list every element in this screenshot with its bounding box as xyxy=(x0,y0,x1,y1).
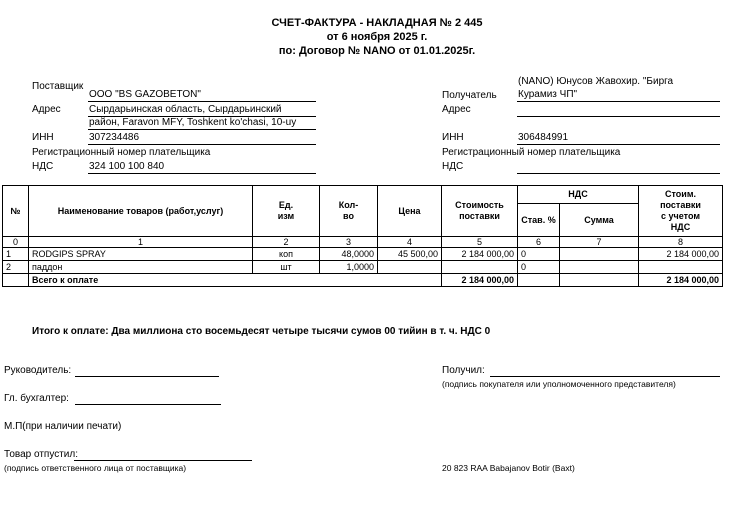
header-unit-line1: Ед. xyxy=(278,200,294,210)
director-label: Руководитель: xyxy=(4,365,72,376)
row-total: 2 184 000,00 xyxy=(639,248,723,261)
header-cost xyxy=(442,186,518,237)
document-date: от 6 ноября 2025 г. xyxy=(326,31,428,43)
header-total-line1: Стоим. xyxy=(665,189,696,199)
row-cost xyxy=(442,261,518,274)
supplier-reg-label: Регистрационный номер плательщика xyxy=(32,147,211,158)
header-vat-rate: Став. % xyxy=(518,204,560,237)
row-vat-sum xyxy=(560,261,639,274)
col-number: 8 xyxy=(639,237,723,248)
header-total-line3: с учетом xyxy=(661,211,700,221)
supplier-address-line1: Сырдарьинская область, Сырдарьинский xyxy=(89,104,282,115)
col-number: 6 xyxy=(518,237,560,248)
received-signature-line xyxy=(490,376,720,377)
col-number: 2 xyxy=(253,237,320,248)
released-label: Товар отпустил: xyxy=(4,449,78,460)
buyer-reg-label: Регистрационный номер плательщика xyxy=(442,147,621,158)
header-vat: НДС xyxy=(518,186,639,204)
col-number: 4 xyxy=(378,237,442,248)
header-total-line4: НДС xyxy=(670,222,691,232)
col-number: 1 xyxy=(29,237,253,248)
supplier-nds: 324 100 100 840 xyxy=(89,161,165,172)
row-total xyxy=(639,261,723,274)
table-row xyxy=(3,248,723,261)
row-unit: коп xyxy=(253,248,320,261)
buyer-inn-underline xyxy=(517,144,720,145)
row-price: 45 500,00 xyxy=(378,248,442,261)
supplier-label: Поставщик xyxy=(32,81,84,92)
header-cost-line1: Стоимость xyxy=(455,200,504,210)
buyer-address-label: Адрес xyxy=(442,104,471,115)
accountant-label: Гл. бухгалтер: xyxy=(4,393,69,404)
buyer-inn: 306484991 xyxy=(518,132,569,143)
supplier-address-label: Адрес xyxy=(32,104,61,115)
row-no: 1 xyxy=(3,248,29,261)
buyer-name-line1: (NANO) Юнусов Жавохир. "Бирга xyxy=(518,76,674,87)
stamp-label: М.П(при наличии печати) xyxy=(4,421,122,432)
total-empty-cell xyxy=(3,274,29,287)
supplier-name: ООО "BS GAZOBETON" xyxy=(89,89,201,100)
contract-line: по: Договор № NANO от 01.01.2025г. xyxy=(278,45,476,57)
col-number: 0 xyxy=(3,237,29,248)
buyer-name-line2: Курамиз ЧП" xyxy=(518,89,578,100)
buyer-address-underline xyxy=(517,116,720,117)
total-rate-cell xyxy=(518,274,560,287)
released-signature-line xyxy=(74,460,252,461)
accountant-signature-line xyxy=(75,404,221,405)
buyer-name-underline xyxy=(517,101,720,102)
total-label: Всего к оплате xyxy=(29,274,442,287)
header-total-line2: поставки xyxy=(660,200,701,210)
supplier-inn: 307234486 xyxy=(89,132,140,143)
header-qty-line2: во xyxy=(343,211,354,221)
header-cost-line2: поставки xyxy=(459,211,500,221)
supplier-nds-underline xyxy=(88,173,316,174)
released-note: (подпись ответственного лица от поставщика) xyxy=(4,463,187,473)
header-no: № xyxy=(3,186,29,237)
items-table xyxy=(2,185,723,287)
row-rate: 0 xyxy=(518,261,560,274)
buyer-nds-label: НДС xyxy=(442,161,464,172)
header-name: Наименование товаров (работ,услуг) xyxy=(29,186,253,237)
proxy-info: 20 823 RAA Babajanov Botir (Baxt) xyxy=(442,463,575,473)
col-number: 7 xyxy=(560,237,639,248)
buyer-nds-underline xyxy=(517,173,720,174)
header-qty-line1: Кол- xyxy=(338,200,359,210)
buyer-label: Получатель xyxy=(442,90,497,101)
row-name: паддон xyxy=(29,261,253,274)
row-cost: 2 184 000,00 xyxy=(442,248,518,261)
header-qty xyxy=(320,186,378,237)
row-vat-sum xyxy=(560,248,639,261)
col-number: 5 xyxy=(442,237,518,248)
supplier-address-line2: район, Faravon MFY, Toshkent ko'chasi, 10-uy xyxy=(89,117,297,128)
column-numbers-row xyxy=(3,237,723,248)
supplier-nds-label: НДС xyxy=(32,161,54,172)
table-row xyxy=(3,261,723,274)
document-title: СЧЕТ-ФАКТУРА - НАКЛАДНАЯ № 2 445 xyxy=(271,17,483,29)
supplier-name-underline xyxy=(88,101,316,102)
buyer-inn-label: ИНН xyxy=(442,132,464,143)
row-rate: 0 xyxy=(518,248,560,261)
row-qty: 1,0000 xyxy=(320,261,378,274)
col-number: 3 xyxy=(320,237,378,248)
total-row xyxy=(3,274,723,287)
header-total xyxy=(639,186,723,237)
row-price xyxy=(378,261,442,274)
row-name: RODGIPS SPRAY xyxy=(29,248,253,261)
header-vat-sum: Сумма xyxy=(560,204,639,237)
total-sum: 2 184 000,00 xyxy=(639,274,723,287)
header-price: Цена xyxy=(378,186,442,237)
header-unit xyxy=(253,186,320,237)
row-unit: шт xyxy=(253,261,320,274)
row-qty: 48,0000 xyxy=(320,248,378,261)
total-cost: 2 184 000,00 xyxy=(442,274,518,287)
total-vat-cell xyxy=(560,274,639,287)
director-signature-line xyxy=(75,376,219,377)
total-in-words: Итого к оплате: Два миллиона сто восемьдесят четыре тысячи сумов 00 тийин в т. ч. НДС 0 xyxy=(32,326,491,337)
header-unit-line2: изм xyxy=(277,211,295,221)
supplier-inn-underline xyxy=(88,144,316,145)
received-label: Получил: xyxy=(442,365,485,376)
received-note: (подпись покупателя или уполномоченного представителя) xyxy=(442,379,676,389)
row-no: 2 xyxy=(3,261,29,274)
supplier-inn-label: ИНН xyxy=(32,132,54,143)
supplier-address-underline-2 xyxy=(88,129,316,130)
